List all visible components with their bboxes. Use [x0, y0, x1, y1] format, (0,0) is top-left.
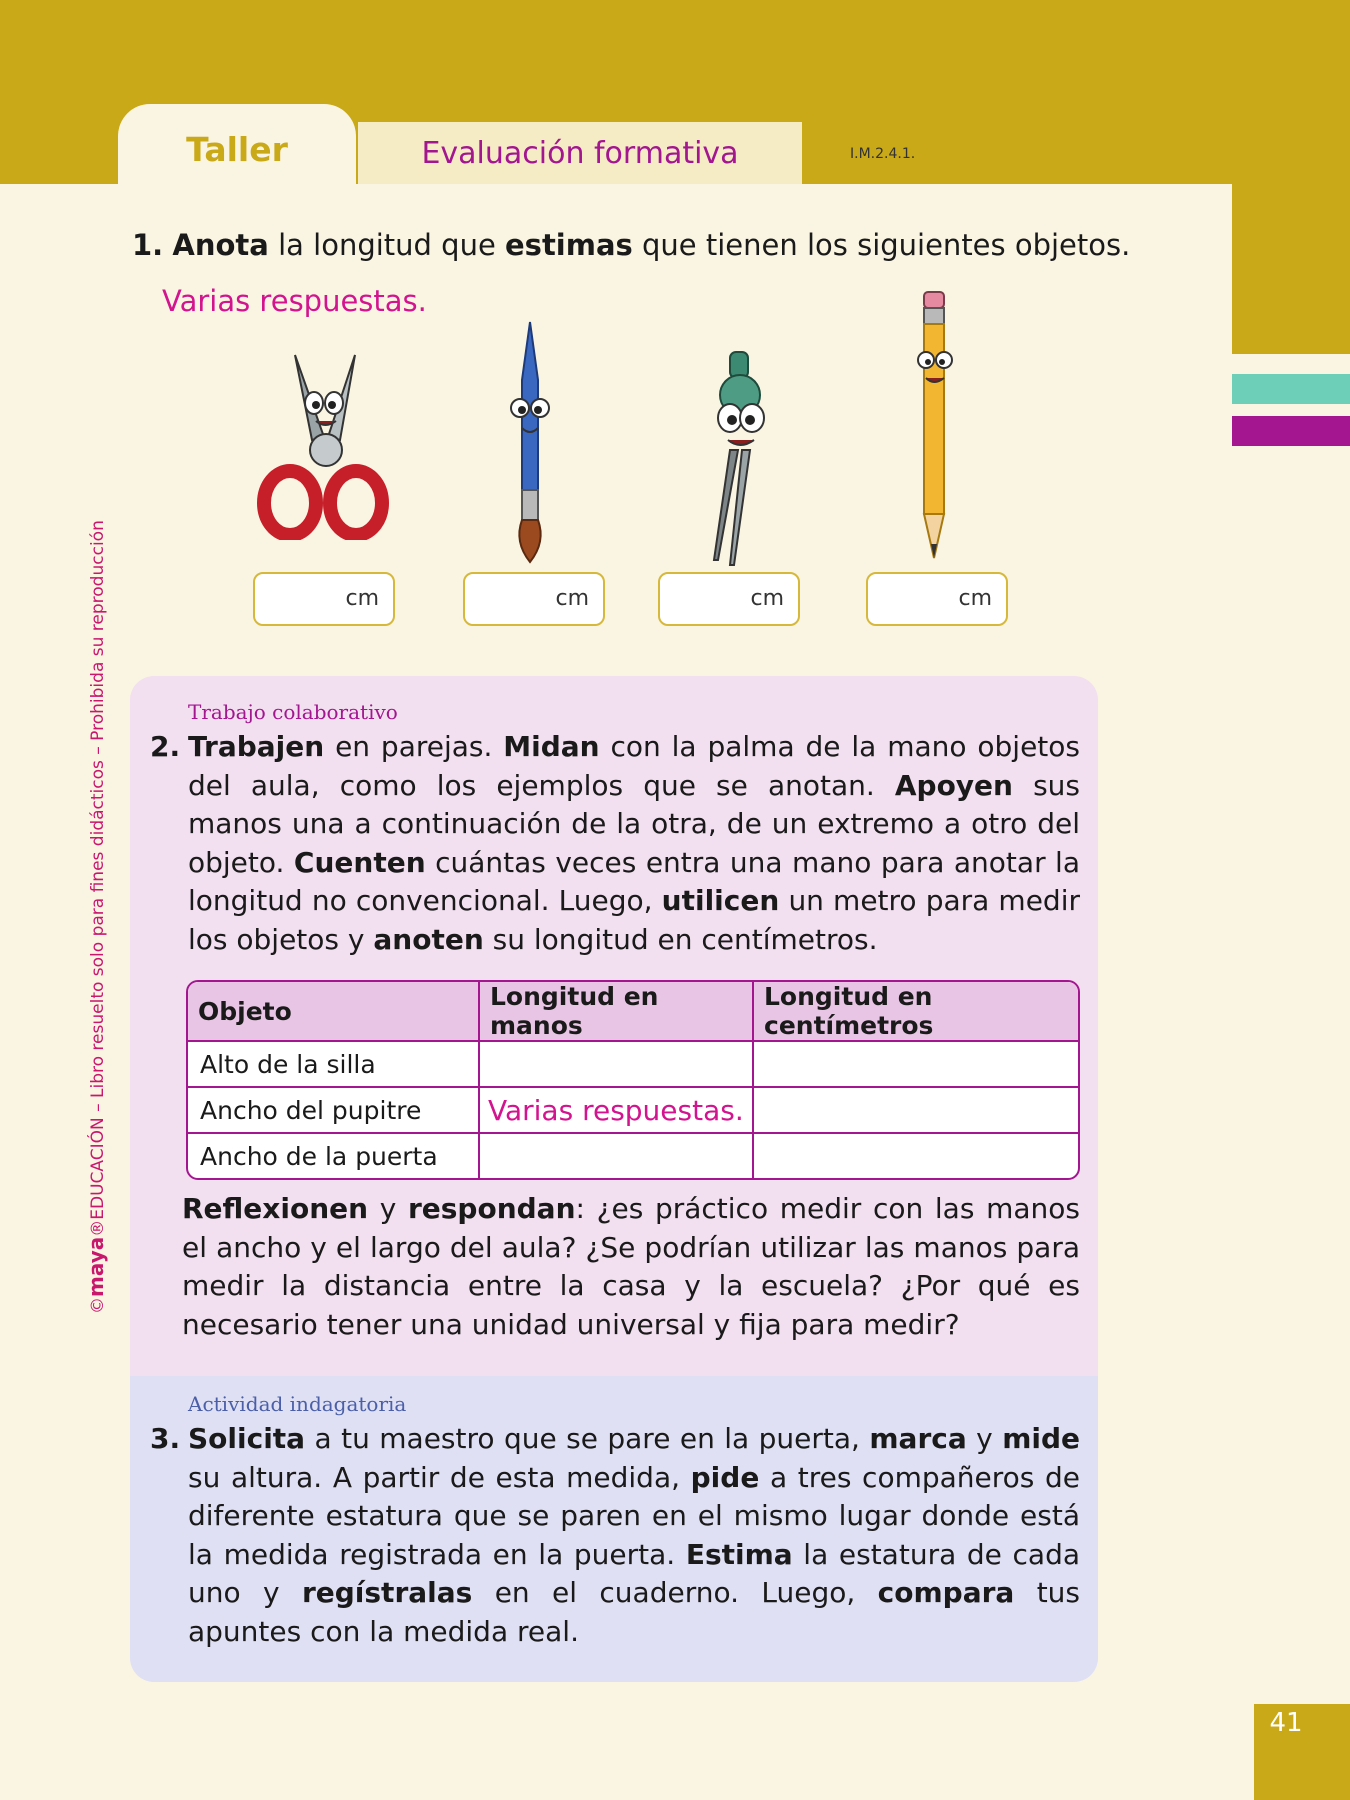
measurement-table — [186, 980, 1080, 1180]
teal-strip — [1232, 374, 1350, 404]
cm-input-1[interactable]: cm — [253, 572, 395, 626]
table-row — [188, 1134, 1078, 1178]
cm-input-2[interactable]: cm — [463, 572, 605, 626]
cm-cell[interactable] — [754, 1088, 1078, 1134]
copyright-sidebar: ©maya®EDUCACIÓN – Libro resuelto solo para fines didácticos – Prohibida su reproducción — [84, 520, 108, 1314]
cm-input-4[interactable]: cm — [866, 572, 1008, 626]
table-header-row — [188, 982, 1078, 1042]
tab-taller: Taller — [118, 104, 356, 186]
pencil-icon — [912, 290, 962, 565]
page-number: 41 — [1269, 1708, 1303, 1738]
compass-icon — [700, 350, 780, 570]
magenta-strip — [1232, 416, 1350, 446]
question-3-number: 3. — [150, 1422, 181, 1455]
label-trabajo-colaborativo: Trabajo colaborativo — [188, 700, 398, 724]
question-2-number: 2. — [150, 730, 181, 763]
paintbrush-icon — [500, 320, 560, 565]
answer-q1: Varias respuestas. — [162, 284, 427, 318]
hands-cell[interactable] — [480, 1134, 754, 1178]
cm-cell[interactable] — [754, 1042, 1078, 1088]
scissors-icon — [250, 345, 390, 540]
question-1: 1. Anota la longitud que estimas que tienen los siguientes objetos. — [132, 228, 1131, 262]
row-object: Ancho del pupitre — [188, 1088, 480, 1134]
tab-evaluacion: Evaluación formativa — [358, 122, 802, 184]
reflection-question: Reflexionen y respondan: ¿es práctico medir con las manos el ancho y el largo del aula? ¿Se podrían utilizar las manos para medir la distancia entre la casa y la escuela? ¿Por qué es necesario tener una unidad universal y fija para medir? — [182, 1192, 1080, 1341]
table-row — [188, 1042, 1078, 1088]
label-actividad-indagatoria: Actividad indagatoria — [188, 1392, 407, 1416]
question-3: Solicita a tu maestro que se pare en la puerta, marca y mide su altura. A partir de esta medida, pide a tres compañeros de diferente estatura que se paren en el mismo lugar donde está la medida registrada en la puerta. Estima la estatura de cada uno y regístralas en el cuaderno. Luego, compara tus apuntes con la medida real. — [188, 1422, 1080, 1648]
cm-input-3[interactable]: cm — [658, 572, 800, 626]
skill-code: I.M.2.4.1. — [850, 146, 916, 162]
answer-table: Varias respuestas. — [480, 1088, 754, 1134]
header-objeto: Objeto — [188, 982, 480, 1042]
cm-cell[interactable] — [754, 1134, 1078, 1178]
header-centimetros: Longitud en centímetros — [754, 982, 1078, 1042]
right-band — [1232, 184, 1350, 354]
question-2: Trabajen en parejas. Midan con la palma de la mano objetos del aula, como los ejemplos que se anotan. Apoyen sus manos una a continuación de la otra, de un extremo a otro del objeto. Cuenten cuántas veces entra una mano para anotar la longitud no convencional. Luego, utilicen un metro para medir los objetos y anoten su longitud en centímetros. — [188, 730, 1080, 956]
table-row — [188, 1088, 1078, 1134]
header-manos: Longitud en manos — [480, 982, 754, 1042]
row-object: Ancho de la puerta — [188, 1134, 480, 1178]
hands-cell[interactable] — [480, 1042, 754, 1088]
row-object: Alto de la silla — [188, 1042, 480, 1088]
